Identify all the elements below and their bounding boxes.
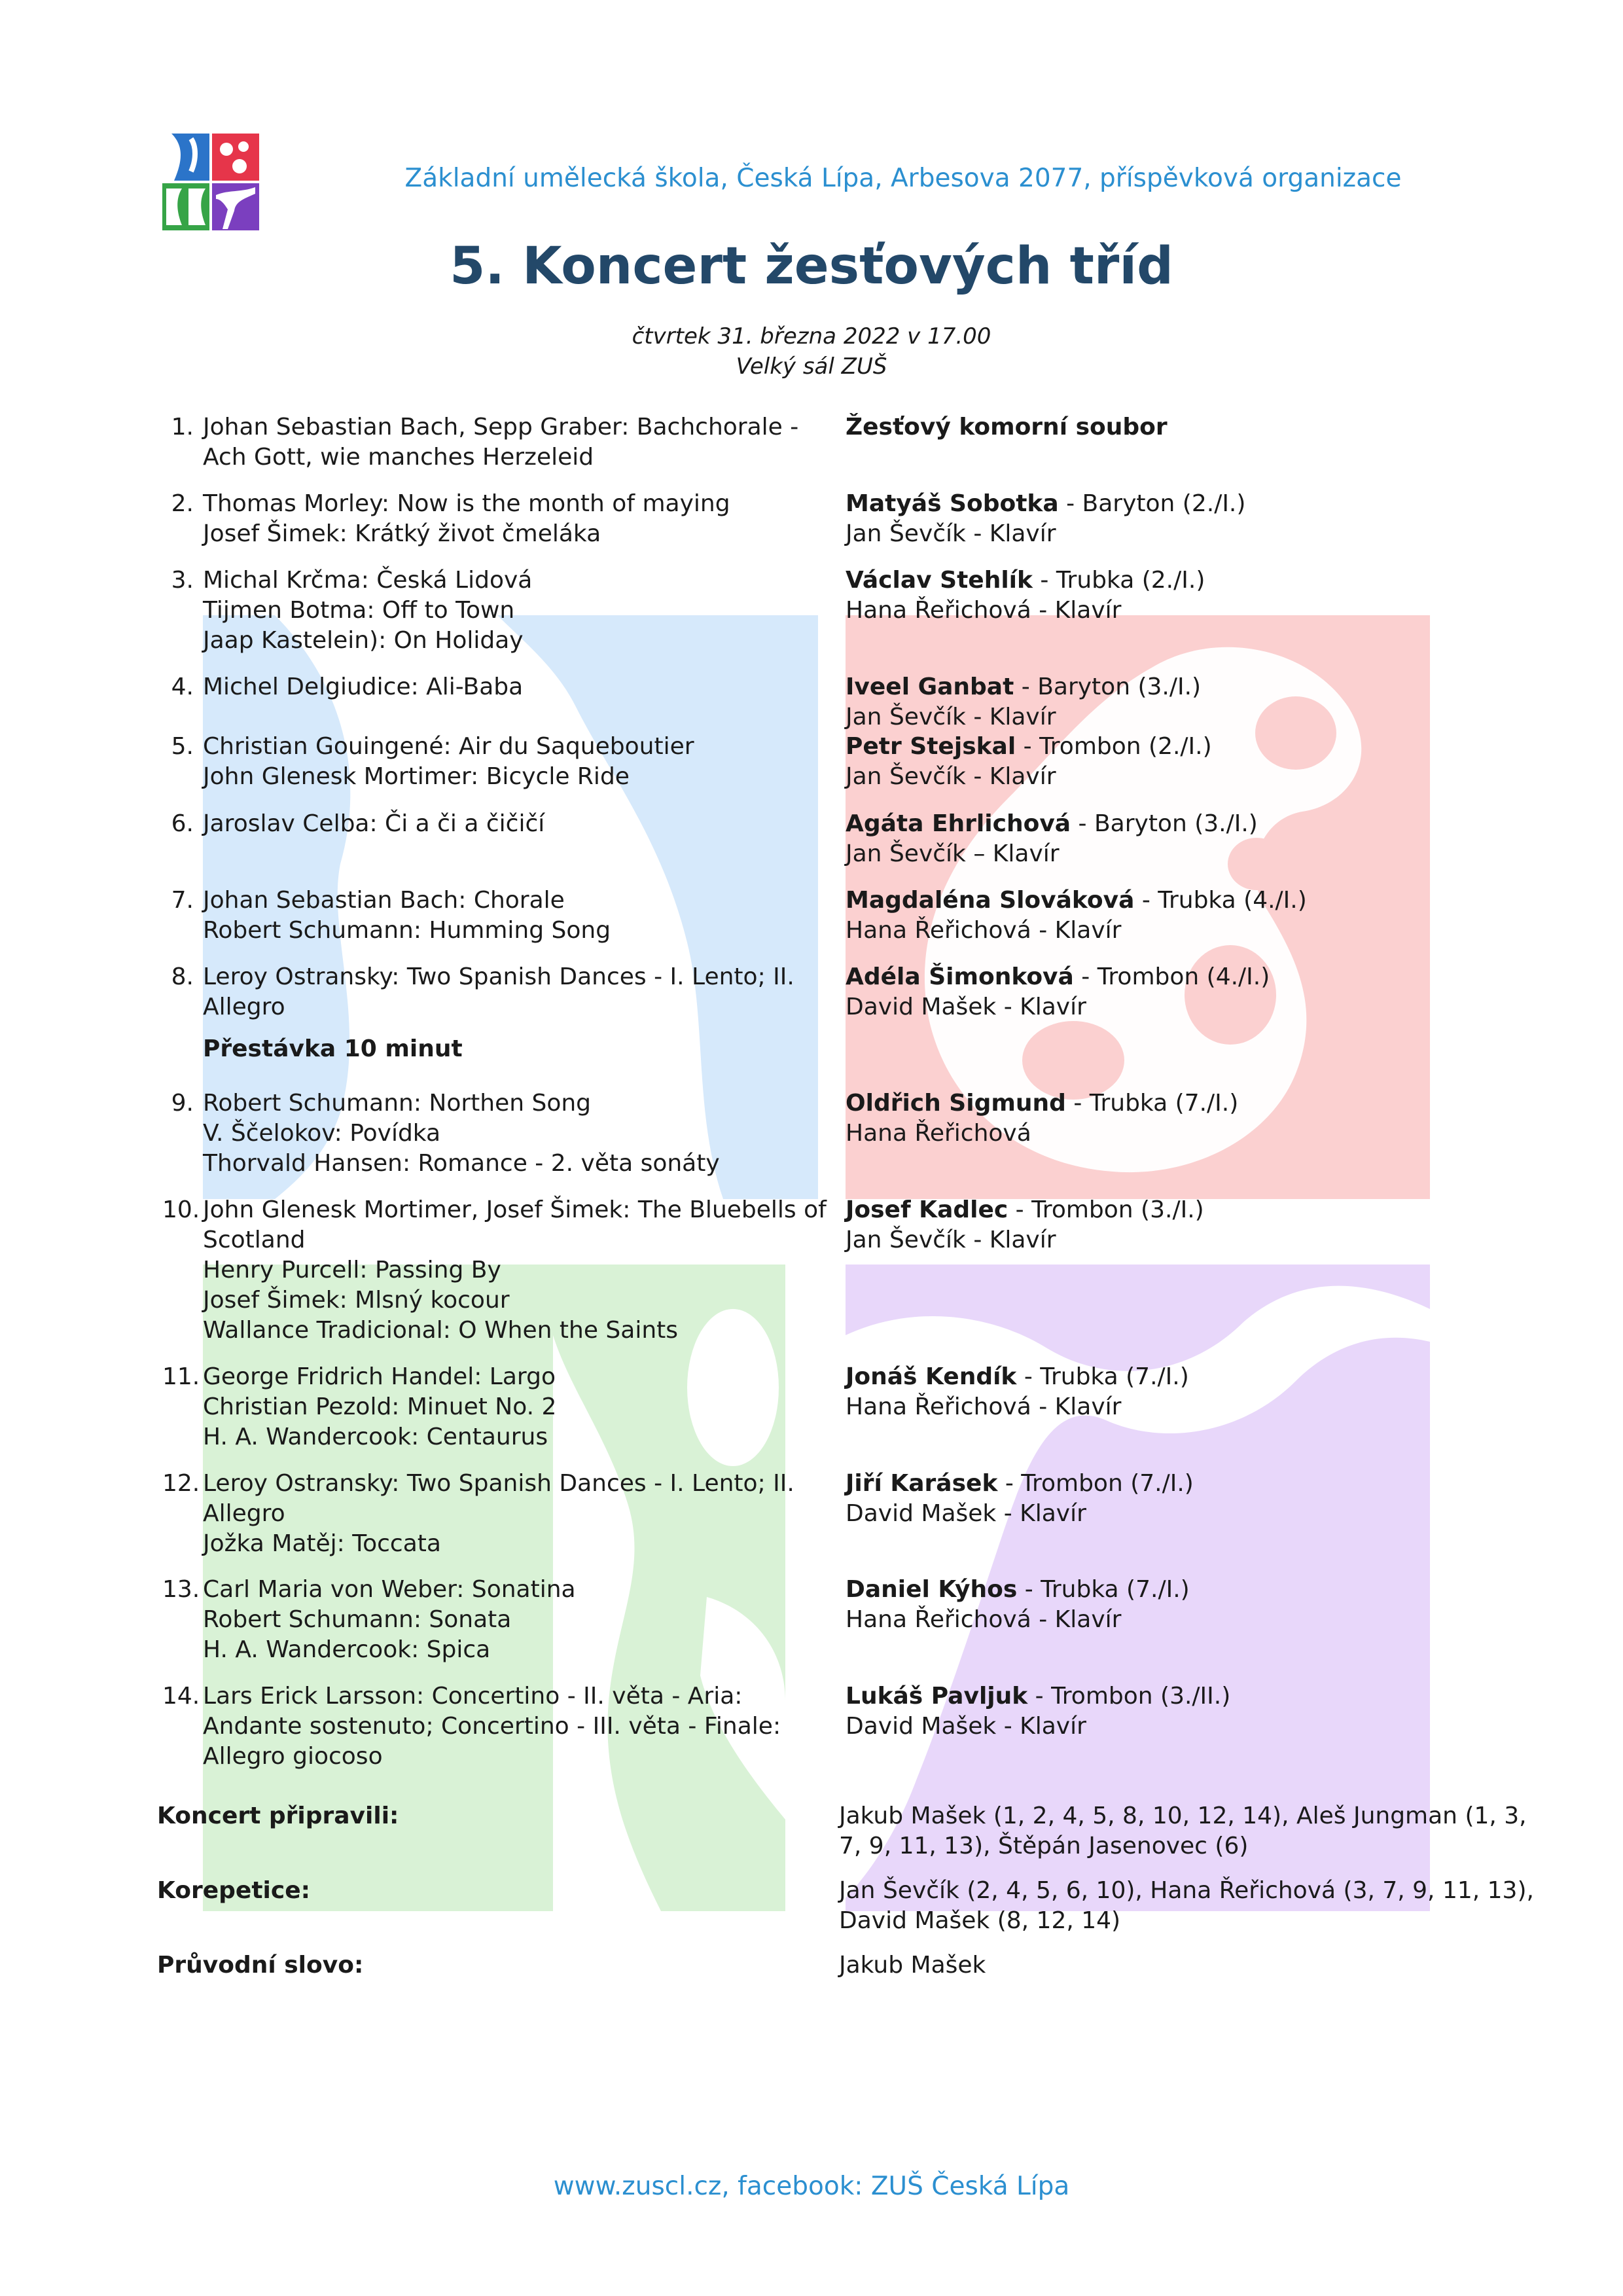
piece-line: Josef Šimek: Mlsný kocour <box>203 1287 510 1314</box>
performer-block <box>846 1195 1204 1255</box>
performer-block <box>846 732 1212 792</box>
performer-name: Jiří Karásek <box>846 1470 998 1497</box>
credit-line: 7, 9, 11, 13), Štěpán Jasenovec (6) <box>839 1833 1249 1859</box>
footer-links: www.zuscl.cz, facebook: ZUŠ Česká Lípa <box>553 2172 1070 2201</box>
performer-line <box>846 1575 1190 1605</box>
item-number: 2. <box>171 490 194 517</box>
performer-instrument: - Trombon (3./I.) <box>1008 1196 1204 1223</box>
performer-instrument: - Trubka (4./I.) <box>1134 887 1307 914</box>
performer-instrument: - Baryton (3./I.) <box>1014 673 1202 700</box>
performer-instrument: - Trombon (2./I.) <box>1016 733 1212 760</box>
item-number: 10. <box>162 1196 200 1223</box>
accompanist-line: Jan Ševčík - Klavír <box>846 1227 1056 1253</box>
accompanist-line: David Mašek - Klavír <box>846 994 1086 1020</box>
credit-line: Jan Ševčík (2, 4, 5, 6, 10), Hana Řeřichová (3, 7, 9, 11, 13), <box>839 1877 1534 1904</box>
piece-line: Henry Purcell: Passing By <box>203 1257 501 1283</box>
performer-line <box>846 1362 1189 1392</box>
piece-line: Lars Erick Larsson: Concertino - II. věta - Aria: <box>203 1683 743 1710</box>
performer-instrument: - Trombon (3./II.) <box>1027 1683 1231 1710</box>
performer-instrument: - Baryton (2./I.) <box>1058 490 1246 517</box>
credit-label: Koncert připravili: <box>157 1803 399 1829</box>
piece-line: Robert Schumann: Northen Song <box>203 1090 592 1117</box>
item-number: 3. <box>171 567 194 594</box>
piece-line: H. A. Wandercook: Centaurus <box>203 1424 548 1450</box>
item-number: 11. <box>162 1363 200 1390</box>
performer-line <box>846 1681 1230 1712</box>
piece-titles <box>203 732 857 792</box>
performer-block <box>846 489 1245 549</box>
piece-titles <box>203 1362 857 1452</box>
piece-line: Allegro <box>203 994 285 1020</box>
piece-titles <box>203 1575 857 1665</box>
performer-name: Magdaléna Slováková <box>846 887 1135 914</box>
piece-titles <box>203 1469 857 1559</box>
item-number: 6. <box>171 810 194 837</box>
performer-name: Jonáš Kendík <box>846 1363 1017 1390</box>
performer-block <box>846 1575 1190 1635</box>
piece-line: Jaroslav Celba: Či a či a čičičí <box>203 810 545 837</box>
piece-line: H. A. Wandercook: Spica <box>203 1636 491 1663</box>
piece-titles <box>203 1681 857 1772</box>
credit-line: Jakub Mašek <box>839 1952 986 1979</box>
accompanist-line: Hana Řeřichová - Klavír <box>846 1606 1122 1633</box>
piece-line: Scotland <box>203 1227 306 1253</box>
credit-value <box>839 1876 1534 1936</box>
piece-line: Thomas Morley: Now is the month of maying <box>203 490 730 517</box>
performer-block <box>846 1681 1230 1742</box>
item-number: 9. <box>171 1090 194 1117</box>
piece-line: Leroy Ostransky: Two Spanish Dances - I. Lento; II. <box>203 1470 794 1497</box>
credit-label: Průvodní slovo: <box>157 1952 364 1979</box>
performer-block <box>846 886 1307 946</box>
accompanist-line: Jan Ševčík - Klavír <box>846 763 1056 790</box>
piece-line: Tijmen Botma: Off to Town <box>203 597 515 624</box>
performer-name: Matyáš Sobotka <box>846 490 1059 517</box>
accompanist-line: Hana Řeřichová - Klavír <box>846 917 1122 944</box>
performer-name: Iveel Ganbat <box>846 673 1014 700</box>
performer-line <box>846 489 1245 519</box>
piece-titles <box>203 1088 857 1179</box>
performer-name: Petr Stejskal <box>846 733 1016 760</box>
performer-name: Daniel Kýhos <box>846 1576 1018 1603</box>
piece-titles <box>203 412 857 473</box>
piece-line: Andante sostenuto; Concertino - III. věta - Finale: <box>203 1713 781 1740</box>
performer-instrument: - Trubka (2./I.) <box>1032 567 1205 594</box>
performer-line <box>846 1088 1238 1119</box>
performer-line <box>846 412 1168 442</box>
performer-block <box>846 1088 1238 1149</box>
item-number: 12. <box>162 1470 200 1497</box>
piece-line: Michal Krčma: Česká Lidová <box>203 567 533 594</box>
piece-titles <box>203 809 857 839</box>
credit-value <box>839 1801 1527 1861</box>
performer-instrument: - Trombon (7./I.) <box>997 1470 1194 1497</box>
piece-line: Thorvald Hansen: Romance - 2. věta sonáty <box>203 1150 720 1177</box>
item-number: 14. <box>162 1683 200 1710</box>
piece-titles <box>203 886 857 946</box>
performer-name: Adéla Šimonková <box>846 963 1074 990</box>
piece-line: Allegro <box>203 1500 285 1527</box>
piece-titles <box>203 489 857 549</box>
performer-name: Josef Kadlec <box>846 1196 1008 1223</box>
piece-line: John Glenesk Mortimer: Bicycle Ride <box>203 763 630 790</box>
intermission: Přestávka 10 minut <box>203 1035 463 1062</box>
piece-line: Jaap Kastelein): On Holiday <box>203 627 524 654</box>
item-number: 1. <box>171 414 194 440</box>
performer-block <box>846 412 1168 442</box>
piece-line: Christian Gouingené: Air du Saqueboutier <box>203 733 694 760</box>
performer-instrument: - Trubka (7./I.) <box>1016 1363 1189 1390</box>
performer-name: Žesťový komorní soubor <box>846 414 1168 440</box>
performer-block <box>846 1362 1189 1422</box>
piece-titles <box>203 1195 857 1346</box>
performer-name: Oldřich Sigmund <box>846 1090 1066 1117</box>
item-number: 5. <box>171 733 194 760</box>
school-name: Základní umělecká škola, Česká Lípa, Arbesova 2077, příspěvková organizace <box>404 164 1402 193</box>
credit-line: David Mašek (8, 12, 14) <box>839 1907 1121 1934</box>
item-number: 4. <box>171 673 194 700</box>
piece-line: Johan Sebastian Bach, Sepp Graber: Bachchorale - <box>203 414 799 440</box>
performer-instrument: - Trombon (4./I.) <box>1073 963 1270 990</box>
piece-line: Carl Maria von Weber: Sonatina <box>203 1576 576 1603</box>
piece-line: John Glenesk Mortimer, Josef Šimek: The Bluebells of <box>203 1196 827 1223</box>
performer-instrument: - Baryton (3./I.) <box>1071 810 1258 837</box>
piece-titles <box>203 962 857 1022</box>
performer-block <box>846 672 1201 732</box>
piece-line: Johan Sebastian Bach: Chorale <box>203 887 565 914</box>
accompanist-line: David Mašek - Klavír <box>846 1500 1086 1527</box>
piece-line: Robert Schumann: Humming Song <box>203 917 611 944</box>
performer-line <box>846 962 1270 992</box>
piece-line: Michel Delgiudice: Ali-Baba <box>203 673 524 700</box>
item-number: 7. <box>171 887 194 914</box>
performer-name: Václav Stehlík <box>846 567 1033 594</box>
piece-titles <box>203 672 857 702</box>
accompanist-line: Jan Ševčík – Klavír <box>846 840 1060 867</box>
piece-line: Jožka Matěj: Toccata <box>203 1530 441 1557</box>
piece-line: Ach Gott, wie manches Herzeleid <box>203 444 594 471</box>
accompanist-line: David Mašek - Klavír <box>846 1713 1086 1740</box>
concert-title: 5. Koncert žesťových tříd <box>450 237 1173 296</box>
accompanist-line: Jan Ševčík - Klavír <box>846 520 1056 547</box>
performer-block <box>846 809 1258 869</box>
performer-instrument: - Trubka (7./I.) <box>1065 1090 1239 1117</box>
performer-line <box>846 672 1201 702</box>
piece-line: Wallance Tradicional: O When the Saints <box>203 1317 679 1344</box>
accompanist-line: Hana Řeřichová - Klavír <box>846 1393 1122 1420</box>
performer-line <box>846 1195 1204 1225</box>
concert-date: čtvrtek 31. března 2022 v 17.00 <box>632 323 991 350</box>
piece-line: George Fridrich Handel: Largo <box>203 1363 556 1390</box>
performer-line <box>846 886 1307 916</box>
performer-line <box>846 732 1212 762</box>
piece-line: Josef Šimek: Krátký život čmeláka <box>203 520 601 547</box>
concert-venue: Velký sál ZUŠ <box>736 353 887 380</box>
performer-line <box>846 565 1205 596</box>
item-number: 13. <box>162 1576 200 1603</box>
piece-line: Allegro giocoso <box>203 1743 383 1770</box>
credit-line: Jakub Mašek (1, 2, 4, 5, 8, 10, 12, 14), Aleš Jungman (1, 3, <box>839 1803 1527 1829</box>
performer-line <box>846 809 1258 839</box>
school-logo <box>162 134 259 230</box>
piece-line: Leroy Ostransky: Two Spanish Dances - I. Lento; II. <box>203 963 794 990</box>
piece-line: Robert Schumann: Sonata <box>203 1606 512 1633</box>
piece-line: Christian Pezold: Minuet No. 2 <box>203 1393 557 1420</box>
credit-label: Korepetice: <box>157 1877 311 1904</box>
performer-block <box>846 962 1270 1022</box>
item-number: 8. <box>171 963 194 990</box>
performer-name: Agáta Ehrlichová <box>846 810 1071 837</box>
performer-instrument: - Trubka (7./I.) <box>1017 1576 1190 1603</box>
accompanist-line: Hana Řeřichová - Klavír <box>846 597 1122 624</box>
piece-line: V. Ščelokov: Povídka <box>203 1120 441 1147</box>
performer-line <box>846 1469 1194 1499</box>
credit-value <box>839 1950 986 1981</box>
performer-block <box>846 565 1205 626</box>
accompanist-line: Jan Ševčík - Klavír <box>846 704 1056 730</box>
accompanist-line: Hana Řeřichová <box>846 1120 1031 1147</box>
piece-titles <box>203 565 857 656</box>
performer-block <box>846 1469 1194 1529</box>
performer-name: Lukáš Pavljuk <box>846 1683 1028 1710</box>
